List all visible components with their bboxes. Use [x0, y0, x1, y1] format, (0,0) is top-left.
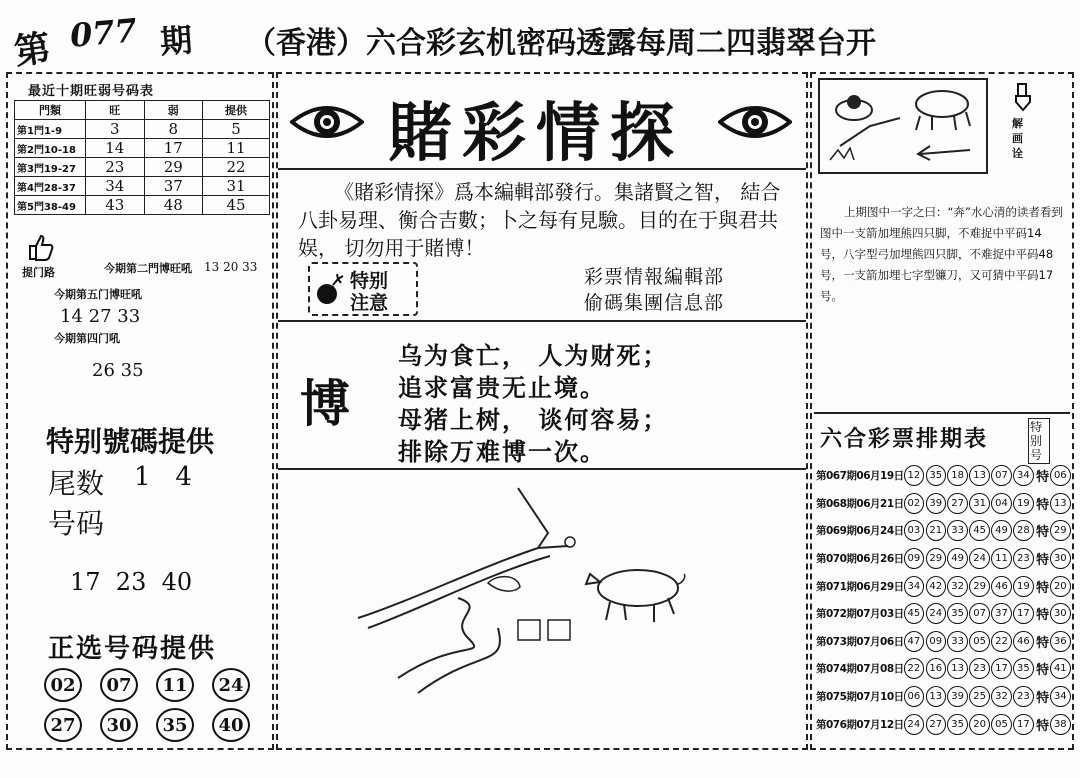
schedule-ball: 02 [904, 493, 924, 514]
riddle-drawing [820, 80, 986, 172]
schedule-ball: 33 [947, 631, 967, 652]
schedule-row [816, 655, 1072, 683]
pick-ball: 35 [156, 708, 194, 742]
thumb-label: 提门路 [22, 266, 55, 279]
schedule-te-label: 特 [1036, 553, 1050, 569]
schedule-ball: 23 [969, 658, 989, 679]
schedule-row [816, 710, 1072, 738]
stats-wang: 3 [86, 120, 145, 139]
schedule-special-ball: 30 [1050, 548, 1070, 569]
notice-line2: 注意 [350, 292, 389, 314]
schedule-ball: 11 [991, 548, 1011, 569]
stats-header-row [15, 101, 270, 120]
stats-caption: 最近十期旺弱号码表 [28, 84, 155, 99]
notice-box [308, 262, 418, 316]
right-column [810, 72, 1074, 750]
tip-line1-nums: 13 20 33 [204, 260, 258, 274]
schedule-period: 第072期07月03日 [816, 608, 904, 621]
schedule-special-ball: 34 [1050, 686, 1070, 707]
schedule-ball: 35 [926, 465, 946, 486]
tip-line2-nums: 14 27 33 [60, 306, 141, 327]
schedule-ball: 39 [926, 493, 946, 514]
schedule-row [816, 683, 1072, 711]
schedule-ball: 24 [969, 548, 989, 569]
schedule-ball: 32 [947, 576, 967, 597]
tip-line2-label: 今期第五门博旺吼 [54, 288, 142, 301]
schedule-ball: 24 [926, 603, 946, 624]
stats-ruo: 17 [144, 139, 203, 158]
schedule-te-label: 特 [1036, 608, 1050, 624]
schedule-ball: 22 [991, 631, 1011, 652]
issue-prefix: 第 [11, 26, 54, 74]
schedule-ball: 45 [904, 603, 924, 624]
header-title: （香港）六合彩玄机密码透露每周二四翡翠台开 [246, 26, 876, 61]
schedule-ball: 35 [947, 714, 967, 735]
schedule-ball: 16 [926, 658, 946, 679]
stats-ruo: 29 [144, 158, 203, 177]
stats-wang: 34 [86, 177, 145, 196]
schedule-te-label: 特 [1036, 497, 1050, 513]
schedule-period: 第073期07月06日 [816, 635, 904, 648]
stats-header: 旺 [86, 101, 145, 120]
table-row [15, 177, 270, 196]
schedule-ball: 33 [947, 520, 967, 541]
schedule-ball: 09 [904, 548, 924, 569]
riddle-text: 上期图中一字之曰：“奔”水心清的读者看到图中一支箭加埋熊四只脚，不难捉中平码14号，八字型弓加埋熊四只脚，不难捉中平码48号，一支箭加埋七字型镰刀，又可猜中平码17号。 [820, 205, 1063, 303]
schedule-period: 第076期07月12日 [816, 718, 904, 731]
schedule-ball: 27 [947, 493, 967, 514]
schedule-box [814, 412, 1070, 750]
riddle-picture [818, 78, 988, 174]
intro-section [278, 170, 806, 322]
schedule-ball: 17 [991, 658, 1011, 679]
stats-tigong: 5 [203, 120, 270, 139]
schedule-ball: 29 [969, 576, 989, 597]
signature-2: 偷碼集團信息部 [584, 292, 725, 314]
schedule-period: 第069期06月24日 [816, 525, 904, 538]
pig-tree-illustration [338, 478, 738, 718]
stats-door: 第5門38-49 [15, 196, 86, 215]
picks-grid [44, 668, 274, 742]
schedule-ball: 35 [947, 603, 967, 624]
schedule-ball: 45 [969, 520, 989, 541]
schedule-te-label: 特 [1036, 580, 1050, 596]
poem-line: 追求富贵无止境。 [398, 373, 606, 402]
pick-ball: 24 [212, 668, 250, 702]
table-row [15, 196, 270, 215]
schedule-ball: 24 [904, 714, 924, 735]
tail-label: 尾数 [48, 467, 105, 500]
schedule-ball: 46 [1013, 631, 1033, 652]
schedule-ball: 09 [926, 631, 946, 652]
schedule-special-ball: 20 [1050, 576, 1070, 597]
stats-ruo: 37 [144, 177, 203, 196]
schedule-ball: 05 [991, 714, 1011, 735]
tip-line3-label: 今期第四门吼 [54, 332, 120, 345]
schedule-title: 六合彩票排期表 [820, 426, 989, 452]
pick-ball: 27 [44, 708, 82, 742]
schedule-ball: 04 [991, 493, 1011, 514]
stats-table [14, 100, 270, 215]
schedule-ball: 27 [926, 714, 946, 735]
schedule-ball: 13 [926, 686, 946, 707]
schedule-special-ball: 30 [1050, 603, 1070, 624]
schedule-row [816, 600, 1072, 628]
schedule-special-ball: 06 [1050, 465, 1070, 486]
schedule-ball: 49 [947, 548, 967, 569]
stats-wang: 43 [86, 196, 145, 215]
schedule-te-label: 特 [1036, 635, 1050, 651]
pick-ball: 30 [100, 708, 138, 742]
schedule-special-ball: 29 [1050, 520, 1070, 541]
stats-wang: 14 [86, 139, 145, 158]
number-label: 号码 [48, 507, 105, 540]
table-row [15, 120, 270, 139]
schedule-ball: 32 [991, 686, 1011, 707]
stats-tigong: 22 [203, 158, 270, 177]
schedule-period: 第068期06月21日 [816, 497, 904, 510]
schedule-row [816, 628, 1072, 656]
schedule-special-ball: 38 [1050, 714, 1070, 735]
schedule-te-label: 特 [1036, 470, 1050, 486]
stats-header: 提供 [203, 101, 270, 120]
picks-title: 正选号码提供 [48, 634, 217, 664]
schedule-special-tag: 特别号 [1028, 418, 1050, 464]
schedule-period: 第075期07月10日 [816, 691, 904, 704]
stats-ruo: 8 [144, 120, 203, 139]
intro-text: 《賭彩情探》爲本編輯部發行。集諸賢之智， 結合八卦易理、衡合吉數；卜之每有見驗。目的在于與君共娱， 切勿用于賭博！ [298, 180, 781, 260]
schedule-special-ball: 41 [1050, 658, 1070, 679]
masthead-title: 賭彩情探 [388, 96, 684, 171]
eye-icon [718, 102, 792, 142]
stats-tigong: 11 [203, 139, 270, 158]
schedule-row [816, 572, 1072, 600]
schedule-ball: 25 [969, 686, 989, 707]
schedule-ball: 07 [969, 603, 989, 624]
poem-section [278, 322, 806, 470]
tip-line3-nums: 26 35 [92, 360, 144, 381]
schedule-ball: 17 [1013, 603, 1033, 624]
schedule-ball: 49 [991, 520, 1011, 541]
schedule-ball: 13 [969, 465, 989, 486]
masthead [278, 74, 806, 170]
schedule-ball: 34 [904, 576, 924, 597]
schedule-ball: 29 [926, 548, 946, 569]
stats-header: 弱 [144, 101, 203, 120]
schedule-ball: 05 [969, 631, 989, 652]
schedule-row [816, 545, 1072, 573]
schedule-ball: 21 [926, 520, 946, 541]
poem-char: 博 [300, 374, 350, 433]
schedule-ball: 35 [1013, 658, 1033, 679]
schedule-period: 第074期07月08日 [816, 663, 904, 676]
schedule-ball: 23 [1013, 686, 1033, 707]
schedule-ball: 07 [991, 465, 1011, 486]
table-row [15, 158, 270, 177]
stats-tigong: 31 [203, 177, 270, 196]
issue-suffix: 期 [158, 20, 194, 62]
schedule-rows [816, 462, 1072, 738]
header [10, 8, 1070, 74]
middle-column [276, 72, 808, 750]
schedule-row [816, 462, 1072, 490]
schedule-period: 第071期06月29日 [816, 580, 904, 593]
left-column [6, 72, 274, 750]
stats-wang: 23 [86, 158, 145, 177]
schedule-period: 第070期06月26日 [816, 553, 904, 566]
schedule-ball: 34 [1013, 465, 1033, 486]
stats-door: 第2門10-18 [15, 139, 86, 158]
poem-line: 母猪上树， 谈何容易； [398, 405, 669, 434]
schedule-ball: 47 [904, 631, 924, 652]
schedule-row [816, 490, 1072, 518]
stats-ruo: 48 [144, 196, 203, 215]
schedule-te-label: 特 [1036, 718, 1050, 734]
stats-tigong: 45 [203, 196, 270, 215]
bomb-icon [314, 272, 346, 306]
schedule-ball: 19 [1013, 576, 1033, 597]
schedule-special-ball: 13 [1050, 493, 1070, 514]
stats-door: 第3門19-27 [15, 158, 86, 177]
schedule-ball: 12 [904, 465, 924, 486]
pick-ball: 40 [212, 708, 250, 742]
schedule-special-ball: 36 [1050, 631, 1070, 652]
schedule-ball: 03 [904, 520, 924, 541]
pointing-hand-icon [1012, 82, 1034, 112]
schedule-ball: 31 [969, 493, 989, 514]
schedule-ball: 18 [947, 465, 967, 486]
schedule-te-label: 特 [1036, 691, 1050, 707]
thumbs-up-icon [26, 232, 56, 262]
tail-values: 1 4 [134, 462, 192, 492]
schedule-ball: 28 [1013, 520, 1033, 541]
schedule-ball: 17 [1013, 714, 1033, 735]
poem-line: 排除万难博一次。 [398, 437, 606, 466]
riddle-side-label: 解画诠 [1012, 117, 1023, 160]
schedule-ball: 19 [1013, 493, 1033, 514]
schedule-row [816, 517, 1072, 545]
schedule-te-label: 特 [1036, 525, 1050, 541]
schedule-ball: 13 [947, 658, 967, 679]
schedule-te-label: 特 [1036, 663, 1050, 679]
tip-line1-label: 今期第二門博旺吼 [104, 262, 192, 275]
pick-ball: 11 [156, 668, 194, 702]
poem-line: 乌为食亡， 人为财死； [398, 341, 669, 370]
special-title: 特别號碼提供 [46, 425, 215, 458]
schedule-ball: 22 [904, 658, 924, 679]
pick-ball: 02 [44, 668, 82, 702]
notice-line1: 特别 [350, 270, 389, 292]
special-numbers: 17 23 40 [70, 568, 193, 596]
stats-door: 第1門1-9 [15, 120, 86, 139]
table-row [15, 139, 270, 158]
schedule-ball: 42 [926, 576, 946, 597]
issue-number: 077 [68, 11, 139, 55]
schedule-ball: 20 [969, 714, 989, 735]
eye-icon [290, 102, 364, 142]
schedule-ball: 37 [991, 603, 1011, 624]
signature-1: 彩票情報編輯部 [584, 266, 725, 288]
schedule-period: 第067期06月19日 [816, 470, 904, 483]
schedule-ball: 46 [991, 576, 1011, 597]
stats-header: 門類 [15, 101, 86, 120]
schedule-ball: 06 [904, 686, 924, 707]
schedule-ball: 23 [1013, 548, 1033, 569]
schedule-ball: 39 [947, 686, 967, 707]
stats-door: 第4門28-37 [15, 177, 86, 196]
pick-ball: 07 [100, 668, 138, 702]
